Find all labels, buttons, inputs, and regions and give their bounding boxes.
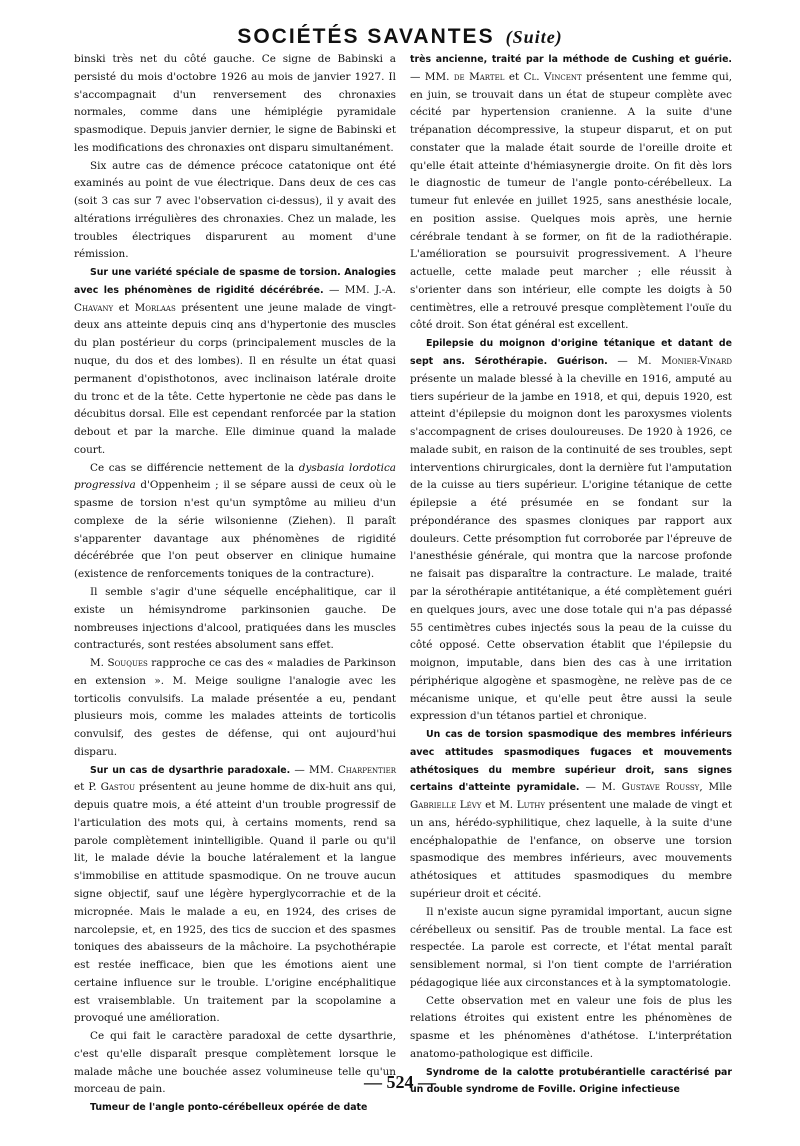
body-text: présente un malade blessé à la cheville en 1916, amputé au tiers supérieur de la jambe en 1918, et qui, depuis 1920, est atteint d'épilepsie du moignon dont les paroxysmes violents s'accompagnent de crises douloureuses. De 1920 à 1926, ce malade subit, en raison de la continuité de ses troubles, sept interventions chirurgicales, dont la dernière fut l'amputation de la cuisse au tiers supérieur. L'origine tétanique de cette épilepsie a été présumée en se fondant sur la prépondérance des spasmes cloniques par rapport aux douleurs. Cette présomption fut corroborée par l'épreuve de l'anesthésie générale, qui montra que la narcose profonde ne faisait pas disparaître la contracture. Le malade, traité par la sérothérapie antitétanique, a été complètement guéri en quelques jours, avec une dose totale qui n'a pas dépassé 55 centimètres cubes injectés sous la peau de la cuisse du côté opposé. Cette observation établit que l'épilepsie du moignon, imputable, dans bien des cas à une irritation périphérique algogène et spasmogène, ne relève pas de ce mécanisme unique, et qu'elle peut être aussi la seule expression d'un tétanos partiel et chronique. bbox=[410, 372, 732, 723]
body-text: , Mlle bbox=[699, 781, 732, 794]
emphasis-text: dysbasia lordotica progressiva bbox=[74, 461, 396, 492]
author-name: Cl. Vincent bbox=[523, 70, 582, 83]
left-column bbox=[74, 51, 397, 1114]
body-text: et bbox=[113, 301, 135, 314]
page-subtitle: (Suite) bbox=[505, 27, 563, 47]
author-name: de Martel bbox=[453, 70, 505, 83]
paragraph bbox=[410, 51, 732, 335]
paragraph bbox=[74, 762, 396, 1028]
body-text: — M. bbox=[607, 355, 662, 368]
page-title: SOCIÉTÉS SAVANTES bbox=[237, 25, 495, 48]
paragraph bbox=[410, 993, 732, 1064]
section-heading: Syndrome de la calotte protubérantielle caractérisé par un double syndrome de Foville. Origine infectieuse bbox=[410, 1066, 732, 1096]
page-number: — 524 — bbox=[364, 1072, 436, 1092]
page-header bbox=[0, 24, 800, 51]
body-text: Ce qui fait le caractère paradoxal de cette dysarthrie, c'est qu'elle disparaît presque complètement lorsque le malade mâche une bouchée assez volumineuse telle qu'un morceau de pain. bbox=[74, 1030, 396, 1096]
body-text: présentent une femme qui, en juin, se trouvait dans un état de stupeur complète avec cécité par hypertension cranienne. A la suite d'une trépanation décompressive, la stupeur disparut, et on put constater que la malade était sourde de l'oreille droite et qu'elle était atteinte d'hémiasynergie droite. On fit dès lors le diagnostic de tumeur de l'angle ponto-cérébelleux. La tumeur fut enlevée en juillet 1925, sans anesthésie locale, en position assise. Quelques mois après, une hernie cérébrale tendant à se former, on fit de la radiothérapie. L'amélioration se poursuivit progressivement. A l'heure actuelle, cette malade peut marcher ; elle réussit à s'orienter dans son intérieur, elle compte les doigts à 50 centimètres, elle a retrouvé presque complètement l'ouïe du côté droit. Son état général est excellent. bbox=[410, 70, 733, 332]
body-text: rapproche ce cas des « maladies de Parkinson en extension ». M. Meige souligne l'analogie avec les torticolis convulsifs. La malade présentée a eu, pendant plusieurs mois, comme les malades atteints de torticolis convulsif, des gestes de défense, qui ont aujourd'hui disparu. bbox=[74, 657, 396, 758]
body-text: M. bbox=[90, 657, 108, 670]
body-text: Il semble s'agir d'une séquelle encéphalitique, car il existe un hémisyndrome parkinsonien gauche. De nombreuses injections d'alcool, pratiquées dans les muscles contracturés, sont restées absolument sans effet. bbox=[74, 585, 396, 652]
author-name: Monier-Vinard bbox=[661, 355, 732, 368]
paragraph bbox=[74, 51, 396, 158]
paragraph bbox=[410, 335, 732, 726]
body-text: binski très net du côté gauche. Ce signe de Babinski a persisté du mois d'octobre 1926 au mois de janvier 1927. Il s'accompagnait d'un renversement des chronaxies normales, comme dans une hémiplégie pyramidale spasmodique. Depuis janvier dernier, le signe de Babinski et les modifications des chronaxies ont disparu simultanément. bbox=[74, 53, 396, 154]
body-text: et bbox=[504, 70, 524, 83]
section-heading: Sur un cas de dysarthrie paradoxale. bbox=[90, 764, 291, 776]
section-heading: Epilepsie du moignon d'origine tétanique et datant de sept ans. Sérothérapie. Guérison. bbox=[410, 338, 732, 368]
paragraph bbox=[74, 655, 396, 762]
section-heading: très ancienne, traité par la méthode de Cushing et guérie. bbox=[410, 54, 732, 65]
author-name: Gustave Roussy bbox=[621, 781, 700, 794]
author-name: Gastou bbox=[100, 781, 136, 794]
body-text: — MM. bbox=[410, 70, 454, 83]
paragraph bbox=[74, 264, 396, 459]
body-text: présentent au jeune homme de dix-huit ans qui, depuis quatre mois, a été atteint d'un trouble progressif de l'articulation des mots qui, à certains moments, rend sa parole complètement inintelligible. Quand il parle ou qu'il lit, le malade dévie la bouche latéralement et la langue s'immobilise en attitude spasmodique. On ne trouve aucun signe objectif, sauf une légère hyperglycorrachie et de la micropnée. Mais le malade a eu, en 1924, des crises de narcolepsie, et, en 1925, des tics de succion et des spasmes toniques des abaisseurs de la mâchoire. La psychothérapie est restée inefficace, bien que les émotions aient une certaine influence sur le trouble. L'origine encéphalitique est vraisemblable. Un traitement par la scopolamine a provoqué une amélioration. bbox=[74, 781, 396, 1025]
right-column bbox=[410, 51, 733, 1096]
body-text: Cette observation met en valeur une fois de plus les relations étroites qui existent entre les phénomènes de spasme et les phénomènes d'athétose. L'interprétation anatomo-pathologique est difficile. bbox=[410, 994, 732, 1060]
section-heading: Tumeur de l'angle ponto-cérébelleux opérée de date bbox=[90, 1102, 368, 1114]
body-text: présentent une jeune malade de vingt-deux ans atteinte depuis cinq ans d'hypertonie des muscles du plan postérieur du corps (principalement muscles de la nuque, du dos et des lombes). Il en résulte un état quasi permanent d'opisthotonos, avec inclinaison latérale droite du tronc et de la tête. Cette hypertonie ne cède pas dans le décubitus dorsal. Elle est cependant renforcée par la station debout et par la marche. Elle diminue quand la malade court. bbox=[74, 301, 397, 456]
body-text: — MM. bbox=[290, 763, 338, 776]
author-name: Souques bbox=[107, 657, 148, 670]
body-text: — MM. bbox=[323, 283, 375, 296]
body-text: — M. bbox=[579, 781, 622, 794]
author-name: J.-A. Chavany bbox=[74, 283, 396, 314]
body-text: et P. bbox=[74, 781, 101, 794]
author-name: Gabrielle Lévy bbox=[410, 799, 482, 812]
paragraph bbox=[74, 460, 396, 584]
author-name: Charpentier bbox=[337, 763, 396, 776]
section-heading: Un cas de torsion spasmodique des membres inférieurs avec attitudes spasmodiques fugaces et mouvements athétosiques du membre supérieur droit, sans signes certains d'atteinte pyramidale. bbox=[410, 729, 732, 794]
body-text: présentent une malade de vingt et un ans, hérédo-syphilitique, chez laquelle, à la suite d'une encéphalopathie de l'enfance, on observe une torsion spasmodique des membres inférieurs, avec mouvements athétosiques et attitudes spasmodiques du membre supérieur droit et cécité. bbox=[410, 799, 732, 900]
author-name: Morlaas bbox=[134, 301, 176, 314]
body-text: et M. bbox=[481, 799, 517, 812]
paragraph bbox=[74, 584, 396, 655]
section-heading: Sur une variété spéciale de spasme de torsion. Analogies avec les phénomènes de rigidité décérébrée. bbox=[74, 267, 396, 296]
paragraph bbox=[74, 158, 396, 265]
body-text: d'Oppenheim ; il se sépare aussi de ceux où le spasme de torsion n'est qu'un symptôme au milieu d'un complexe de la série wilsonienne (Ziehen). Il paraît s'apparenter davantage aux phénomènes de rigidité décérébrée que l'on peut observer en clinique humaine (existence de renforcements toniques de la contracture). bbox=[74, 479, 396, 581]
paragraph bbox=[410, 904, 732, 993]
body-text: Ce cas se différencie nettement de la bbox=[90, 461, 299, 474]
body-text: Six autre cas de démence précoce catatonique ont été examinés au point de vue électrique. Dans deux de ces cas (soit 3 cas sur 7 avec l'observation ci-dessus), il y avait des altérations irrégulières des chronaxies. Chez un malade, les troubles électriques disparurent au moment d'une rémission. bbox=[74, 159, 396, 261]
author-name: Luthy bbox=[516, 799, 545, 812]
paragraph bbox=[410, 726, 732, 904]
body-text: Il n'existe aucun signe pyramidal important, aucun signe cérébelleux ou sensitif. Pas de trouble mental. La face est respectée. La parole est correcte, et l'état mental paraît sensiblement normal, si l'on tient compte de l'arriération pédagogique liée aux circonstances et à la symptomatologie. bbox=[410, 905, 732, 989]
paragraph bbox=[74, 1099, 396, 1117]
